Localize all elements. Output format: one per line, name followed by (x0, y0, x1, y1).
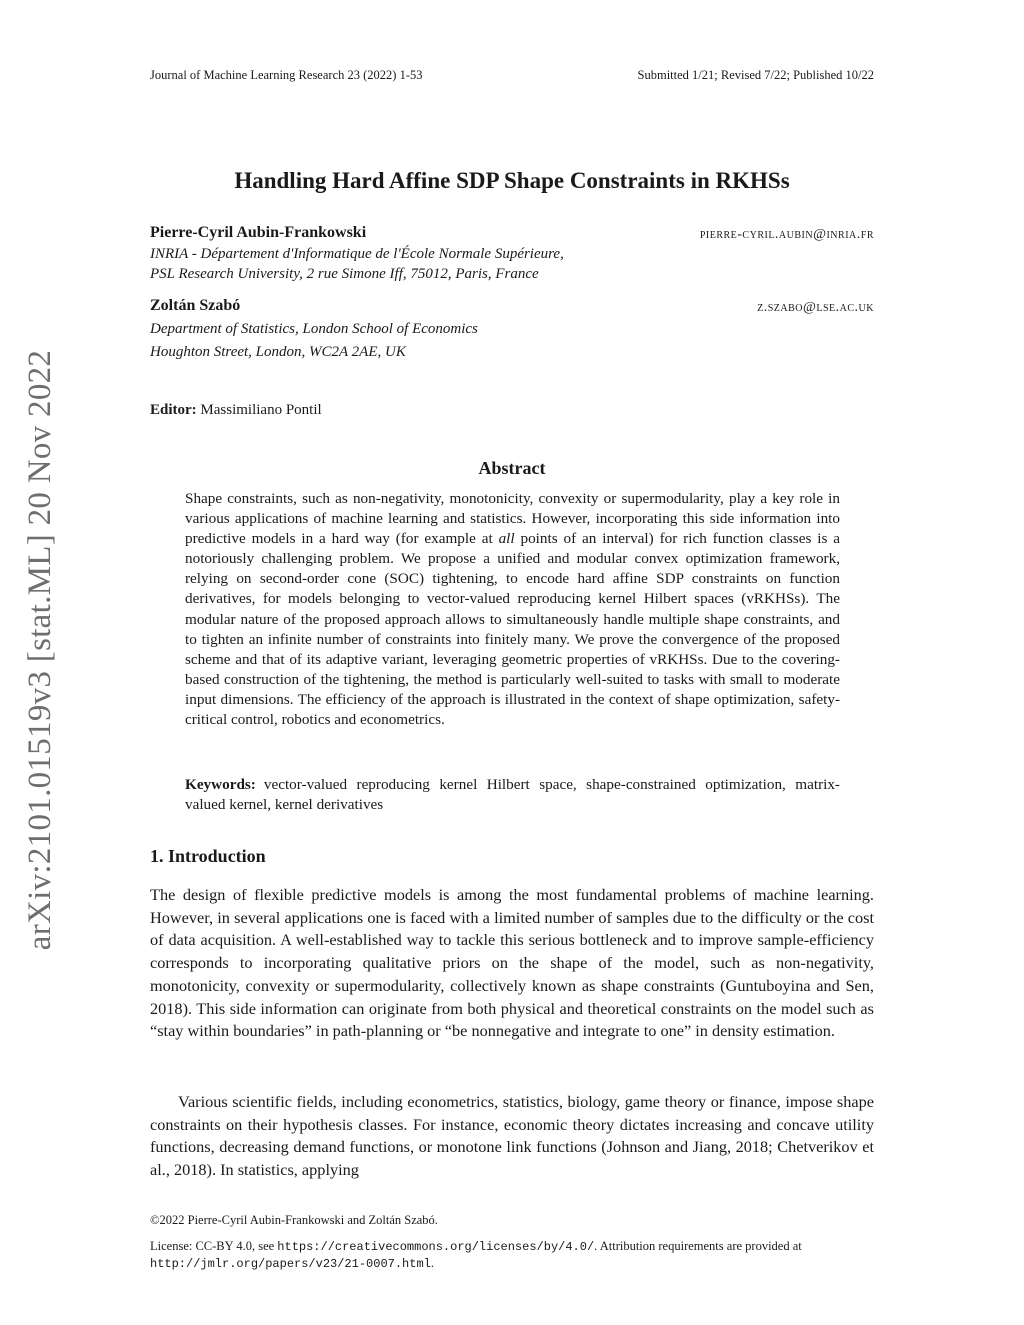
editor-line (150, 402, 322, 419)
copyright-notice: ©2022 Pierre-Cyril Aubin-Frankowski and Zoltán Szabó. (150, 1213, 438, 1227)
abstract-emphasis: all (498, 530, 515, 548)
author-affiliation-2a: Department of Statistics, London School of Economics (150, 321, 478, 337)
license-mid: . Attribution requirements are provided at (594, 1239, 802, 1253)
abstract-text-part2: points of an interval) for rich function classes is a notoriously challenging problem. We propose a unified and modular convex optimization framework, relying on second-order cone (SOC) tightening, to encode hard affine SDP constraints on function derivatives, for models belonging to vector-valued reproducing kernel Hilbert spaces (vRKHSs). The modular nature of the proposed approach allows to simultaneously handle multiple shape constraints, and to tighten an infinite number of constraints into finitely many. We prove the convergence of the proposed scheme and that of its adaptive variant, leveraging geometric properties of vRKHSs. Due to the covering-based construction of the tightening, the method is particularly well-suited to tasks with small to moderate input dimensions. The efficiency of the approach is illustrated in the context of shape optimization, safety-critical control, robotics and econometrics. (185, 530, 840, 729)
journal-header: Journal of Machine Learning Research 23 (2022) 1-53 (150, 68, 423, 82)
keywords-label: Keywords: (185, 776, 256, 793)
author-affiliation-2b: Houghton Street, London, WC2A 2AE, UK (150, 344, 406, 360)
author-affiliation-1b: PSL Research University, 2 rue Simone Iff, 75012, Paris, France (150, 266, 539, 282)
keywords (185, 775, 840, 815)
section-title: 1. Introduction (150, 846, 266, 866)
abstract-text-part1: Shape constraints, such as non-negativity, monotonicity, convexity or supermodularity, play a key role in various applications of machine learning and statistics. However, incorporating this side information into predictive models in a hard way (for example at (185, 490, 840, 548)
publication-dates: Submitted 1/21; Revised 7/22; Published 10/22 (637, 68, 874, 82)
keywords-list: vector-valued reproducing kernel Hilbert space, shape-constrained optimization, matrix-valued kernel, kernel derivatives (185, 776, 840, 814)
arxiv-stamp: arXiv:2101.01519v3 [stat.ML] 20 Nov 2022 (22, 349, 58, 951)
author-email-1[interactable]: pierre-cyril.aubin@inria.fr (699, 227, 874, 242)
attribution-link[interactable]: http://jmlr.org/papers/v23/21-0007.html (150, 1257, 431, 1271)
author-affiliation-1a: INRIA - Département d'Informatique de l'École Normale Supérieure, (150, 246, 564, 262)
editor-label: Editor: (150, 402, 197, 418)
editor-name: Massimiliano Pontil (200, 402, 322, 418)
paper-title: Handling Hard Affine SDP Shape Constraints in RKHSs (234, 168, 790, 193)
author-email-2[interactable]: z.szabo@lse.ac.uk (757, 300, 874, 315)
license-prefix: License: CC-BY 4.0, see (150, 1239, 278, 1253)
author-name-1: Pierre-Cyril Aubin-Frankowski (150, 224, 367, 241)
license-link[interactable]: https://creativecommons.org/licenses/by/4.0/ (277, 1240, 595, 1254)
abstract-text (185, 489, 840, 730)
license-notice (150, 1238, 874, 1272)
author-name-2: Zoltán Szabó (150, 297, 241, 314)
intro-paragraph-2: Various scientific fields, including econometrics, statistics, biology, game theory or finance, impose shape constraints on their hypothesis classes. For instance, economic theory dictates increasing and concave utility functions, decreasing demand functions, or monotone link functions (Johnson and Jiang, 2018; Chetverikov et al., 2018). In statistics, applying (150, 1092, 874, 1180)
abstract-heading: Abstract (478, 458, 546, 478)
intro-paragraph-1: The design of flexible predictive models is among the most fundamental problems of machine learning. However, in several applications one is faced with a limited number of samples due to the difficulty or the cost of data acquisition. A well-established way to tackle this serious bottleneck and to improve sample-efficiency corresponds to incorporating qualitative priors on the shape of the model, such as non-negativity, monotonicity, convexity or supermodularity, collectively known as shape constraints (Guntuboyina and Sen, 2018). This side information can originate from both physical and theoretical constraints on the model such as “stay within boundaries” in path-planning or “be nonnegative and integrate to one” in density estimation. (150, 885, 874, 1041)
license-end: . (430, 1256, 434, 1270)
